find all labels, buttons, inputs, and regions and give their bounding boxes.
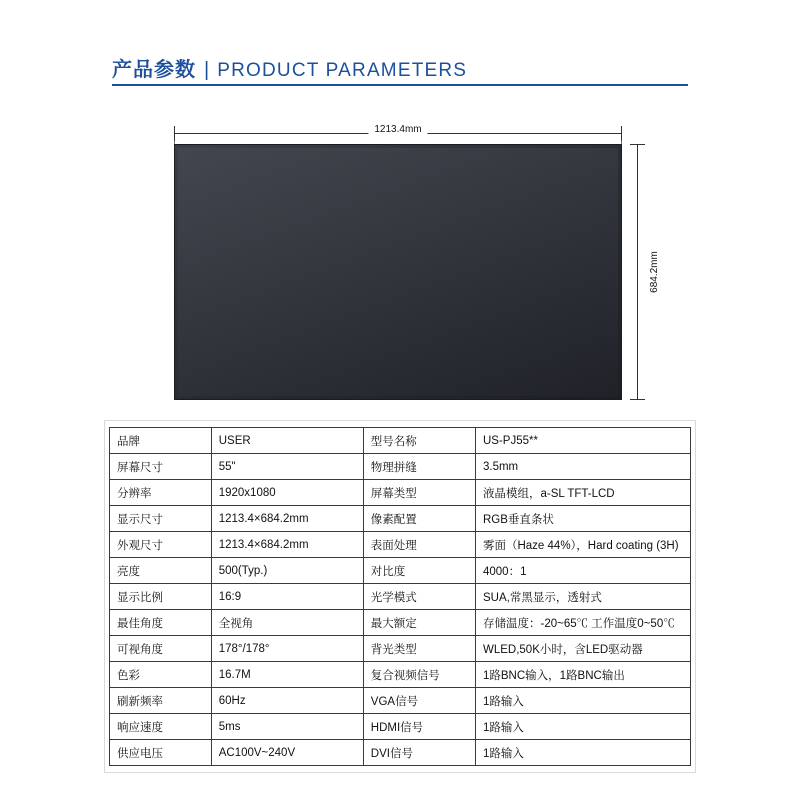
spec-value: 16:9 [211, 584, 363, 610]
table-row [110, 532, 691, 558]
spec-key-2: 型号名称 [363, 428, 475, 454]
spec-key-2: 最大额定 [363, 610, 475, 636]
table-row [110, 740, 691, 766]
spec-value: 60Hz [211, 688, 363, 714]
spec-key: 显示尺寸 [110, 506, 212, 532]
spec-value: AC100V~240V [211, 740, 363, 766]
spec-key: 供应电压 [110, 740, 212, 766]
lcd-panel-screen [178, 148, 618, 396]
spec-value: 1213.4×684.2mm [211, 532, 363, 558]
spec-value: USER [211, 428, 363, 454]
table-row [110, 480, 691, 506]
title-separator: | [204, 59, 210, 81]
spec-value-2: SUA,常黑显示，透射式 [475, 584, 690, 610]
height-dimension-label: 684.2mm [649, 245, 661, 299]
height-dimension-cap-top [630, 144, 645, 145]
table-row [110, 714, 691, 740]
table-row [110, 558, 691, 584]
table-row [110, 688, 691, 714]
spec-value-2: 液晶模组，a-SL TFT-LCD [475, 480, 690, 506]
height-dimension-line [637, 144, 638, 400]
spec-key-2: 复合视频信号 [363, 662, 475, 688]
spec-key-2: 背光类型 [363, 636, 475, 662]
spec-key: 屏幕尺寸 [110, 454, 212, 480]
table-row [110, 506, 691, 532]
spec-key-2: 表面处理 [363, 532, 475, 558]
spec-key-2: 像素配置 [363, 506, 475, 532]
spec-value-2: RGB垂直条状 [475, 506, 690, 532]
spec-key-2: 对比度 [363, 558, 475, 584]
page-title-cn: 产品参数 [112, 59, 196, 81]
spec-key: 刷新频率 [110, 688, 212, 714]
width-dimension-cap-left [174, 126, 175, 141]
table-row [110, 428, 691, 454]
spec-value-2: US-PJ55** [475, 428, 690, 454]
width-dimension-cap-right [621, 126, 622, 141]
spec-key: 响应速度 [110, 714, 212, 740]
spec-value: 全视角 [211, 610, 363, 636]
spec-value-2: 3.5mm [475, 454, 690, 480]
table-row [110, 636, 691, 662]
spec-value: 178°/178° [211, 636, 363, 662]
spec-key: 可视角度 [110, 636, 212, 662]
spec-value-2: 雾面（Haze 44%），Hard coating (3H) [475, 532, 690, 558]
spec-key: 亮度 [110, 558, 212, 584]
spec-key-2: DVI信号 [363, 740, 475, 766]
spec-value: 55" [211, 454, 363, 480]
spec-key-2: 屏幕类型 [363, 480, 475, 506]
spec-key: 色彩 [110, 662, 212, 688]
spec-value: 1920x1080 [211, 480, 363, 506]
spec-value-2: 1路输入 [475, 740, 690, 766]
specifications-table-container [104, 420, 696, 773]
spec-value-2: 1路输入 [475, 688, 690, 714]
page-title-en: PRODUCT PARAMETERS [217, 60, 468, 81]
spec-value-2: 存储温度：-20~65℃ 工作温度0~50℃ [475, 610, 690, 636]
spec-key: 外观尺寸 [110, 532, 212, 558]
spec-key: 品牌 [110, 428, 212, 454]
table-row [110, 454, 691, 480]
height-dimension-cap-bottom [630, 399, 645, 400]
specifications-table-body [110, 428, 691, 766]
spec-key: 分辨率 [110, 480, 212, 506]
spec-key-2: HDMI信号 [363, 714, 475, 740]
spec-value: 5ms [211, 714, 363, 740]
page-title-bar [112, 48, 688, 86]
spec-key-2: 光学模式 [363, 584, 475, 610]
lcd-panel-image [174, 144, 622, 400]
width-dimension [174, 126, 622, 140]
spec-key: 最佳角度 [110, 610, 212, 636]
spec-value: 500(Typ.) [211, 558, 363, 584]
specifications-table [109, 427, 691, 766]
spec-value-2: 1路输入 [475, 714, 690, 740]
spec-value-2: 1路BNC输入，1路BNC输出 [475, 662, 690, 688]
spec-value-2: WLED,50K小时，含LED驱动器 [475, 636, 690, 662]
table-row [110, 584, 691, 610]
spec-key-2: VGA信号 [363, 688, 475, 714]
spec-value: 1213.4×684.2mm [211, 506, 363, 532]
table-row [110, 610, 691, 636]
height-dimension [630, 144, 660, 400]
spec-key: 显示比例 [110, 584, 212, 610]
spec-key-2: 物理拼缝 [363, 454, 475, 480]
product-dimension-drawing [112, 112, 688, 412]
spec-value: 16.7M [211, 662, 363, 688]
spec-value-2: 4000：1 [475, 558, 690, 584]
width-dimension-label: 1213.4mm [368, 124, 427, 136]
table-row [110, 662, 691, 688]
